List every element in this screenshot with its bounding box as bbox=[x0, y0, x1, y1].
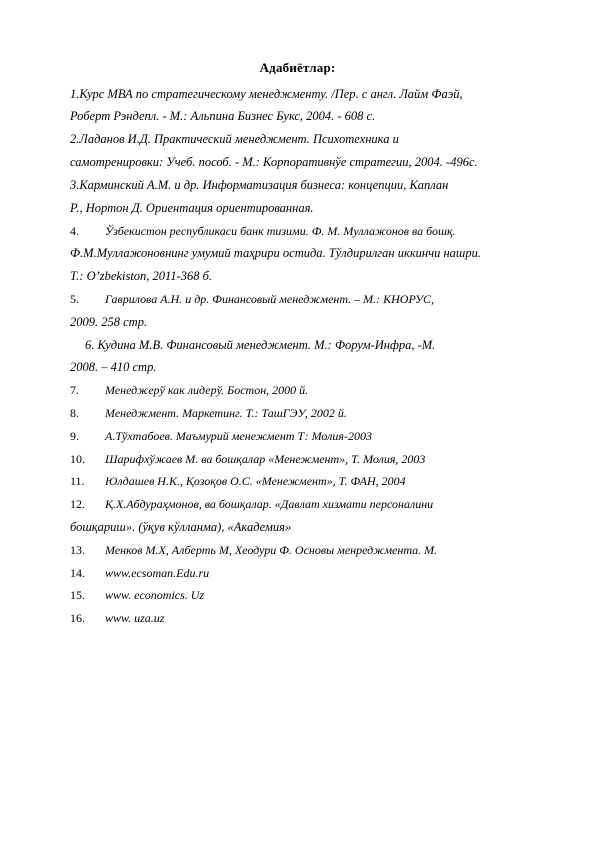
reference-text-12: Қ.Х.Абдураҳмонов, ва бошқалар. «Давлат хизмати персоналини bbox=[105, 497, 434, 511]
reference-link-16: www. uza.uz bbox=[105, 611, 165, 625]
reference-line-1: 1.Курс МВА по стратегическому менеджменту. /Пер. с англ. Лайм Фаэй, bbox=[70, 87, 463, 101]
reference-number-5: 5. bbox=[70, 292, 79, 306]
reference-link-14: www.ecsoman.Edu.ru bbox=[105, 566, 210, 580]
reference-number-16: 16. bbox=[70, 611, 85, 625]
reference-text-9: А.Тўхтабоев. Маъмурий менежмент Т: Молия-2003 bbox=[105, 429, 372, 443]
reference-line-12: 6. Кудина М.В. Финансовый менеджмент. М.: Форум-Инфра, -М. bbox=[85, 338, 436, 352]
reference-line-11: 2009. 258 стр. bbox=[70, 315, 148, 329]
reference-number-13: 13. bbox=[70, 543, 85, 557]
reference-line-20: бошқариш». (ўқув кўлланма), «Академия» bbox=[70, 520, 292, 534]
reference-text-7: Менеджерў как лидерў. Бостон, 2000 й. bbox=[105, 383, 309, 397]
reference-line-2: Роберт Рэндепл. - М.: Альпина Бизнес Букс, 2004. - 608 с. bbox=[70, 109, 376, 123]
reference-number-7: 7. bbox=[70, 383, 79, 397]
reference-text-5: Гаврилова А.Н. и др. Финансовый менеджмент. – М.: КНОРУС, bbox=[105, 292, 435, 306]
reference-number-14: 14. bbox=[70, 566, 85, 580]
reference-number-9: 9. bbox=[70, 429, 79, 443]
reference-line-6: Р., Нортон Д. Ориентация ориентированная. bbox=[70, 201, 314, 215]
reference-number-12: 12. bbox=[70, 497, 85, 511]
reference-text-13: Менков М.Х, Алберть М, Хеодури Ф. Основы менреджмента. М. bbox=[105, 543, 438, 557]
reference-line-4: самотренировки: Учеб. пособ. - М.: Корпоративнўе стратегии, 2004. -496с. bbox=[70, 155, 478, 169]
reference-line-3: 2.Ладанов И.Д. Практический менеджмент. Психотехника и bbox=[70, 132, 399, 146]
reference-link-15: www. economics. Uz bbox=[105, 588, 205, 602]
reference-line-13: 2008. – 410 стр. bbox=[70, 360, 157, 374]
reference-number-11: 11. bbox=[70, 474, 85, 488]
reference-number-10: 10. bbox=[70, 452, 85, 466]
reference-line-5: 3.Карминский А.М. и др. Информатизация бизнеса: концепции, Каплан bbox=[70, 178, 449, 192]
reference-line-9: Т.: O’zbekiston, 2011-368 б. bbox=[70, 269, 213, 283]
reference-text-10: Шарифхўжаев М. ва бошқалар «Менежмент», Т. Молия, 2003 bbox=[105, 452, 426, 466]
reference-number-8: 8. bbox=[70, 406, 79, 420]
references-heading: Адабиётлар: bbox=[259, 60, 336, 75]
reference-text-4: Ўзбекистон республикаси банк тизими. Ф. М. Муллажонов ва бошқ. bbox=[105, 224, 456, 238]
reference-text-8: Менеджмент. Маркетинг. Т.: ТашГЭУ, 2002 й. bbox=[105, 406, 347, 420]
reference-line-8: Ф.М.Муллажоновнинг умумий таҳрири остида. Тўлдирилган иккинчи нашри. bbox=[70, 246, 481, 260]
reference-number-4: 4. bbox=[70, 224, 79, 238]
reference-text-11: Юлдашев Н.К., Қозоқов О.С. «Менежмент», Т. ФАН, 2004 bbox=[105, 474, 406, 488]
reference-number-15: 15. bbox=[70, 588, 85, 602]
